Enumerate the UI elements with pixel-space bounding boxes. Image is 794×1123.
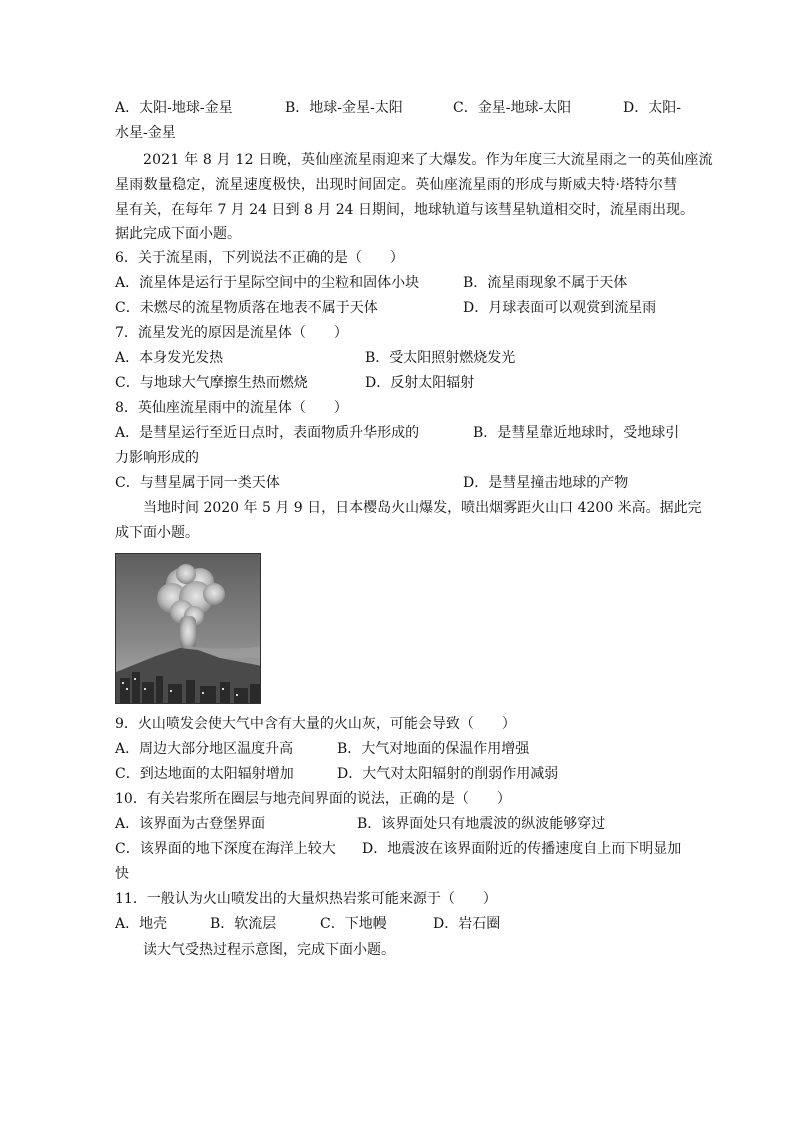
- q6-stem: 6．关于流星雨，下列说法不正确的是（ ）: [115, 250, 404, 266]
- q6-option-a: A．流星体是运行于星际空间中的尘粒和固体小块: [115, 275, 420, 291]
- q11-option-a: A．地壳: [115, 916, 168, 932]
- passage-volcano-line-2: 成下面小题。: [115, 525, 199, 541]
- q10-option-d-continued: 快: [115, 866, 129, 882]
- passage-atmosphere-line-1: 读大气受热过程示意图，完成下面小题。: [143, 942, 395, 958]
- volcano-eruption-photo: [115, 553, 261, 704]
- passage-meteor-line-1: 2021 年 8 月 12 日晚，英仙座流星雨迎来了大爆发。作为年度三大流星雨之一的英仙座流: [143, 152, 713, 168]
- q8-stem: 8．英仙座流星雨中的流星体（ ）: [115, 400, 348, 416]
- q9-option-b: B．大气对地面的保温作用增强: [337, 741, 530, 757]
- q8-option-b-continued: 力影响形成的: [115, 450, 199, 466]
- q9-option-d: D．大气对太阳辐射的削弱作用减弱: [337, 766, 559, 782]
- q9-stem: 9．火山喷发会使大气中含有大量的火山灰，可能会导致（ ）: [115, 716, 516, 732]
- q9-option-a: A．周边大部分地区温度升高: [115, 741, 294, 757]
- q8-option-d: D．是彗星撞击地球的产物: [463, 475, 629, 491]
- q10-option-c: C．该界面的地下深度在海洋上较大: [115, 841, 336, 857]
- passage-meteor-line-4: 据此完成下面小题。: [115, 226, 241, 242]
- q8-option-c: C．与彗星属于同一类天体: [115, 475, 280, 491]
- q5-option-d: D．太阳-: [623, 100, 681, 116]
- q10-option-b: B．该界面处只有地震波的纵波能够穿过: [357, 816, 606, 832]
- q5-option-b: B．地球-金星-太阳: [285, 100, 403, 116]
- passage-volcano-line-1: 当地时间 2020 年 5 月 9 日，日本樱岛火山爆发，喷出烟雾距火山口 4200 米高。据此完: [143, 500, 702, 516]
- q5-option-d-continued: 水星-金星: [115, 125, 176, 141]
- q6-option-d: D．月球表面可以观赏到流星雨: [463, 300, 657, 316]
- q9-option-c: C．到达地面的太阳辐射增加: [115, 766, 294, 782]
- q7-option-b: B．受太阳照射燃烧发光: [365, 350, 516, 366]
- q7-option-a: A．本身发光发热: [115, 350, 224, 366]
- q11-stem: 11．一般认为火山喷发出的大量炽热岩浆可能来源于（ ）: [115, 891, 497, 907]
- q11-option-b: B．软流层: [210, 916, 277, 932]
- q10-option-a: A．该界面为古登堡界面: [115, 816, 266, 832]
- q5-option-a: A．太阳-地球-金星: [115, 100, 233, 116]
- q11-option-c: C．下地幔: [320, 916, 387, 932]
- passage-meteor-line-3: 星有关，在每年 7 月 24 日到 8 月 24 日期间，地球轨道与该彗星轨道相交时，流星雨出现。: [115, 202, 695, 218]
- q8-option-b: B．是彗星靠近地球时，受地球引: [473, 425, 680, 441]
- q7-option-c: C．与地球大气摩擦生热而燃烧: [115, 375, 308, 391]
- q6-option-b: B．流星雨现象不属于天体: [463, 275, 628, 291]
- q6-option-c: C．未燃尽的流星物质落在地表不属于天体: [115, 300, 378, 316]
- passage-meteor-line-2: 星雨数量稳定，流星速度极快，出现时间固定。英仙座流星雨的形成与斯威夫特·塔特尔彗: [115, 177, 678, 193]
- q5-option-c: C．金星-地球-太阳: [453, 100, 572, 116]
- q11-option-d: D．岩石圈: [433, 916, 501, 932]
- q10-stem: 10．有关岩浆所在圈层与地壳间界面的说法，正确的是（ ）: [115, 791, 511, 807]
- q8-option-a: A．是彗星运行至近日点时，表面物质升华形成的: [115, 425, 420, 441]
- q7-option-d: D．反射太阳辐射: [365, 375, 475, 391]
- q10-option-d: D．地震波在该界面附近的传播速度自上而下明显加: [362, 841, 682, 857]
- q7-stem: 7．流星发光的原因是流星体（ ）: [115, 325, 348, 341]
